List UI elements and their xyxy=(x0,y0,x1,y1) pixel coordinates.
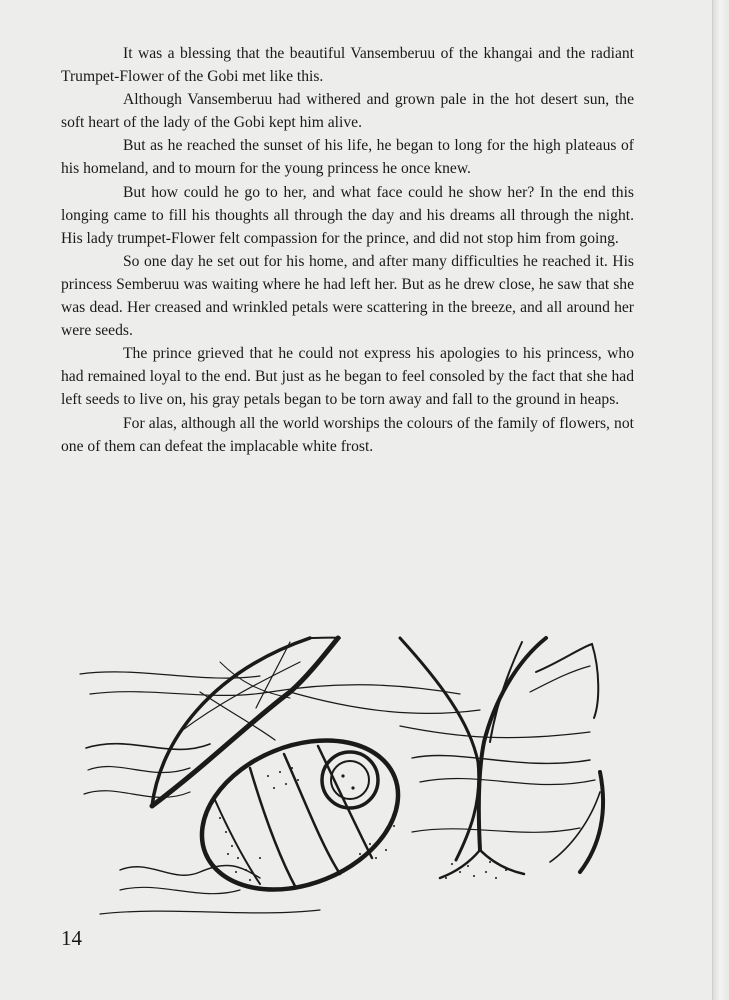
paragraph-2: Although Vansemberuu had withered and grown pale in the hot desert sun, the soft heart of the lady of the Gobi kept him alive. xyxy=(61,91,634,132)
page-number: 14 xyxy=(61,926,82,950)
paragraph-7: For alas, although all the world worships the colours of the family of flowers, not one of them can defeat the implacable white frost. xyxy=(61,414,634,455)
page-edge xyxy=(712,0,729,1000)
paragraph-5: So one day he set out for his home, and after many difficulties he reached it. His princess Semberuu was waiting where he had left her. But as he drew close, he saw that she was dead. Her creased and wrinkled petals were scattering in the breeze, and all around her were seeds. xyxy=(61,252,634,340)
flower-illustration xyxy=(60,622,620,922)
body-text xyxy=(61,42,634,458)
paragraph-6: The prince grieved that he could not express his apologies to his princess, who had remained loyal to the end. But just as he began to feel consoled by the fact that she had left seeds to live on, his gray petals began to be torn away and fall to the ground in heaps. xyxy=(61,345,634,409)
paragraph-1: It was a blessing that the beautiful Vansemberuu of the khangai and the radiant Trumpet-Flower of the Gobi met like this. xyxy=(61,45,634,86)
paragraph-4: But how could he go to her, and what face could he show her? In the end this longing came to fill his thoughts all through the day and his dreams all through the night. His lady trumpet-Flower felt compassion for the prince, and did not stop him from going. xyxy=(61,183,634,247)
paragraph-3: But as he reached the sunset of his life, he began to long for the high plateaus of his homeland, and to mourn for the young princess he once knew. xyxy=(61,137,634,178)
